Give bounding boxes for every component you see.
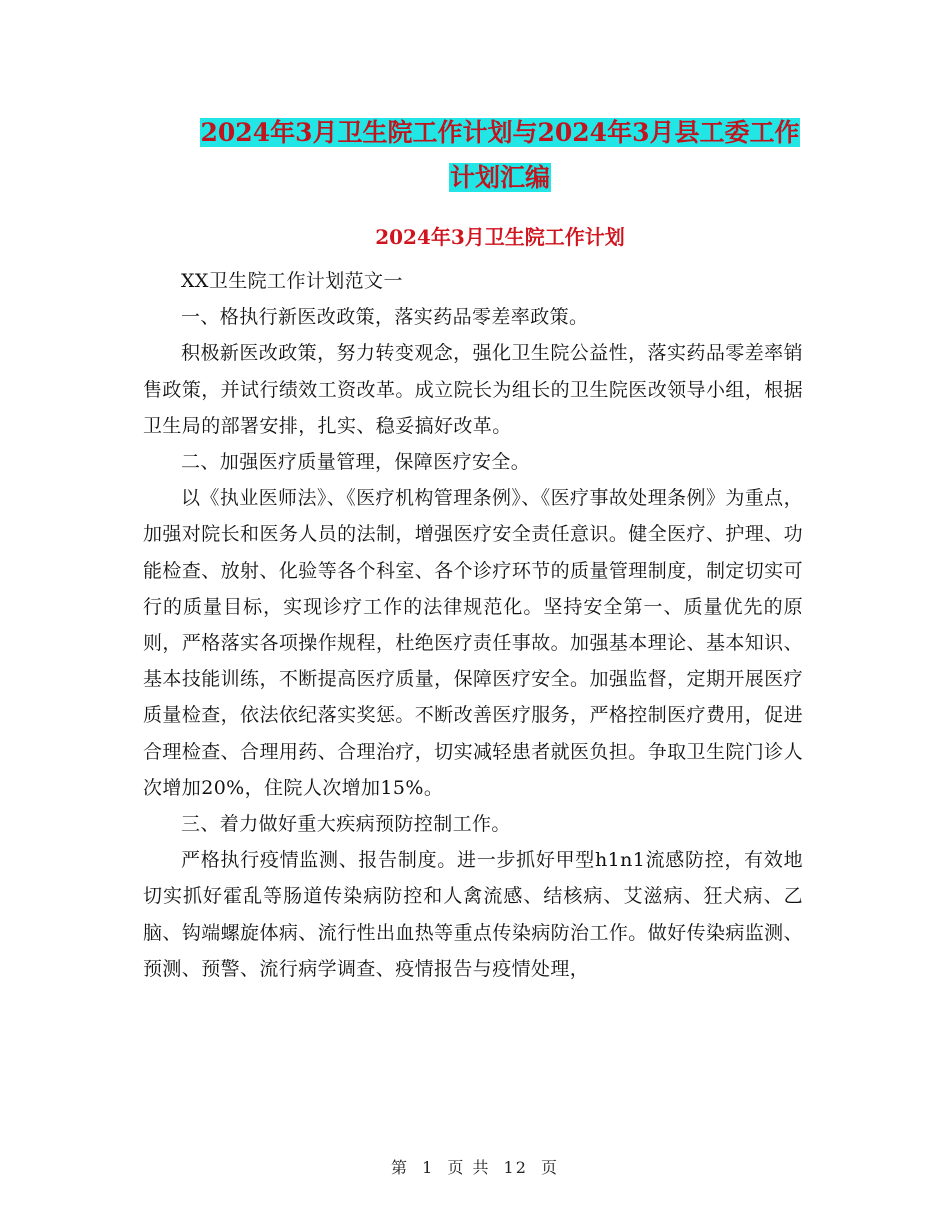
document-body [143, 263, 803, 987]
footer-middle: 页 共 [447, 1158, 491, 1177]
paragraph: 三、着力做好重大疾病预防控制工作。 [181, 813, 511, 836]
section-title: 2024年3月卫生院工作计划 [375, 225, 625, 249]
footer-suffix: 页 [541, 1158, 560, 1177]
page-footer [0, 1155, 950, 1178]
document-title-line2: 计划汇编 [449, 163, 550, 192]
footer-total-pages: 12 [503, 1158, 528, 1177]
paragraph: 一、格执行新医改政策，落实药品零差率政策。 [181, 306, 589, 329]
paragraph: 以《执业医师法》、《医疗机构管理条例》、《医疗事故处理条例》为重点，加强对院长和医务人员的法制，增强医疗安全责任意识。健全医疗、护理、功能检查、放射、化验等各个科室、各个诊疗环节的质量管理制度，制定切实可行的质量目标，实现诊疗工作的法律规范化。坚持安全第一、质量优先的原则，严格落实各项操作规程，杜绝医疗责任事故。加强基本理论、基本知识、基本技能训练，不断提高医疗质量，保障医疗安全。加强监督，定期开展医疗质量检查，依法依纪落实奖惩。不断改善医疗服务，严格控制医疗费用，促进合理检查、合理用药、合理治疗，切实减轻患者就医负担。争取卫生院门诊人次增加20%，住院人次增加15%。 [143, 487, 803, 799]
paragraph: 二、加强医疗质量管理，保障医疗安全。 [181, 451, 531, 474]
document-title [140, 110, 860, 200]
paragraph: XX卫生院工作计划范文一 [181, 270, 403, 292]
footer-page-number: 1 [422, 1158, 435, 1177]
footer-prefix: 第 [390, 1158, 409, 1177]
document-title-line1: 2024年3月卫生院工作计划与2024年3月县工委工作 [200, 118, 800, 147]
paragraph: 积极新医改政策，努力转变观念，强化卫生院公益性，落实药品零差率销售政策，并试行绩效工资改革。成立院长为组长的卫生院医改领导小组，根据卫生局的部署安排，扎实、稳妥搞好改革。 [143, 342, 803, 437]
paragraph: 严格执行疫情监测、报告制度。进一步抓好甲型h1n1流感防控，有效地切实抓好霍乱等肠道传染病防控和人禽流感、结核病、艾滋病、狂犬病、乙脑、钩端螺旋体病、流行性出血热等重点传染病防治工作。做好传染病监测、预测、预警、流行病学调查、疫情报告与疫情处理， [143, 849, 803, 980]
